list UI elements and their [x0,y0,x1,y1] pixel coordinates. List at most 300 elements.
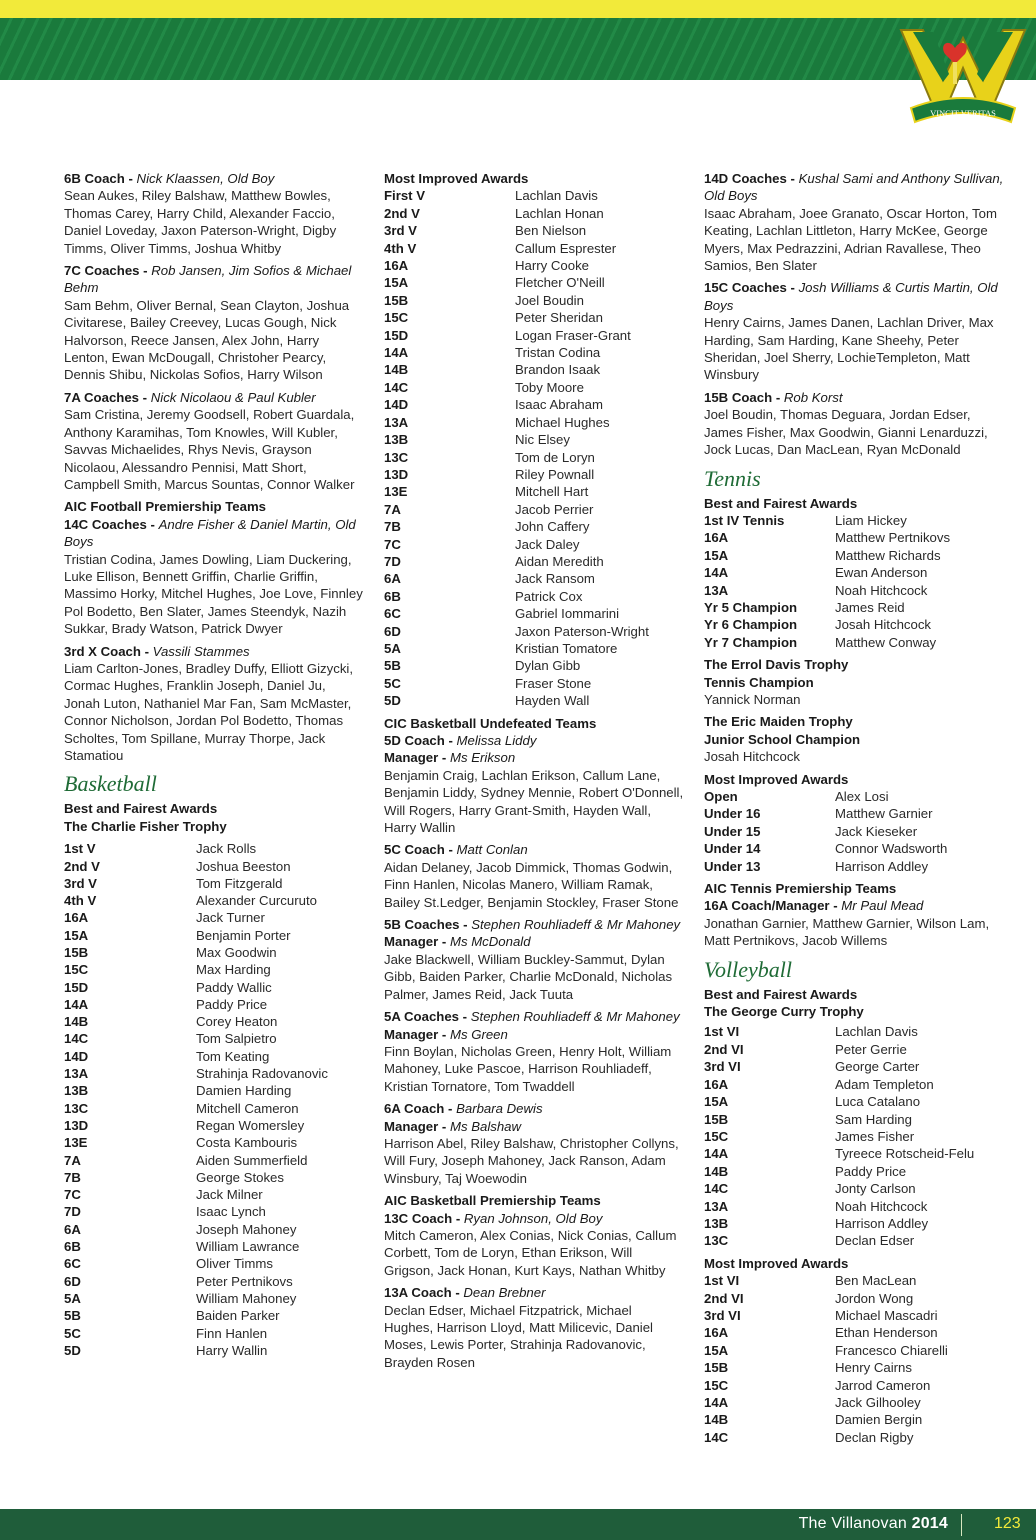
award-team: 7B [64,1169,81,1185]
eric-maiden-title: The Eric Maiden Trophy [704,714,853,730]
award-row [64,1238,328,1255]
team-members: Finn Boylan, Nicholas Green, Henry Holt, William Mahoney, Luke Pascoe, Harrison Rouhliadeff, Kristian Tornatore, Tom Twaddell [384,1043,672,1094]
coach-role: 13A Coach - [384,1285,464,1301]
award-winner: William Mahoney [196,1290,297,1306]
award-row [64,1203,328,1220]
award-row [704,1128,974,1145]
coach-names: Josh Williams & Curtis Martin, Old Boys [704,280,998,313]
coach-names: Nick Klaassen, Old Boy [136,171,275,186]
manager-name: Ms McDonald [449,934,531,950]
award-row [384,536,649,553]
award-row [64,961,328,978]
coach-names: Stephen Rouhliadeff & Mr Mahoney [471,917,681,933]
coach-block-15c [704,279,1004,383]
award-winner: Jacob Perrier [515,501,594,517]
award-row [384,675,649,692]
award-row [384,396,649,413]
team-members: Jonathan Garnier, Matthew Garnier, Wilson Lam, Matt Pertnikovs, Jacob Willems [704,915,990,949]
eric-maiden-trophy-block [704,713,1004,765]
coach-role: 13C Coach - [384,1210,464,1226]
award-row [704,1145,974,1162]
award-row [384,553,649,570]
award-winner: Jack Gilhooley [835,1395,921,1410]
cic-title: CIC Basketball Undefeated Teams [384,715,597,731]
cic-basketball-block [384,715,684,837]
award-team: 14A [704,1395,729,1410]
award-team: 14A [384,345,409,361]
team-members: Isaac Abraham, Joee Granato, Oscar Horton, Tom Keating, Lachlan Littleton, Harry McKee, George Myers, Max Pedrazzini, Adrian Ravallese, Theo Samios, Ben Slater [704,205,997,274]
column-3 [704,170,1004,1446]
publication-year: 2014 [911,1515,948,1532]
award-winner: Noah Hitchcock [835,1198,928,1214]
volleyball-best-fairest-table [704,1023,974,1249]
tennis-best-fairest-table [704,512,950,651]
vb-most-improved-title: Most Improved Awards [704,1255,849,1271]
award-winner: Gabriel Iommarini [515,606,620,622]
manager-role: Manager - [384,750,450,766]
award-winner: Damien Bergin [835,1412,923,1428]
award-row [704,1232,974,1249]
coach-block-5a [384,1008,684,1095]
award-row [64,1255,328,1272]
award-row [384,605,649,622]
coach-role: 6B Coach - [64,171,137,186]
award-row [64,1065,328,1082]
award-row [704,840,947,857]
award-team: 13C [704,1233,729,1249]
team-members: Declan Edser, Michael Fitzpatrick, Michael Hughes, Harrison Lloyd, Matt Milicevic, Daniel Moses, Lewis Porter, Strahinja Radovanovic, Brayden Rosen [384,1302,653,1370]
award-row [384,570,649,587]
award-row [64,996,328,1013]
team-members: Benjamin Craig, Lachlan Erikson, Callum Lane, Benjamin Liddy, Sydney Mennie, Robert O'Donnell, Will Rogers, Harry Grant-Smith, Hayden Wall, Harry Wallin [384,767,684,836]
aic-tennis-title: AIC Tennis Premiership Teams [704,881,897,897]
award-row [704,512,950,529]
team-members: Henry Cairns, James Danen, Lachlan Driver, Max Harding, Sam Harding, Kane Sheehy, Peter Sheridan, Joel Sherry, LochieTempleton, Matt Winsbury [704,315,994,383]
award-winner: Michael Hughes [515,414,610,430]
award-winner: Jack Daley [515,536,580,552]
award-row [64,1048,328,1065]
award-row [64,1342,328,1359]
award-team: 5B [64,1308,81,1324]
award-team: 14A [64,996,89,1012]
award-winner: Jack Milner [196,1187,263,1203]
page-footer [0,1509,1036,1540]
award-team: 15A [64,927,89,943]
coach-block-5c [384,841,684,911]
award-team: 15D [384,327,409,343]
charlie-fisher-trophy-title: The Charlie Fisher Trophy [64,818,227,834]
award-winner: Tom Fitzgerald [196,875,283,891]
award-team: 1st V [64,841,96,857]
award-team: 7D [384,553,401,569]
award-row [384,466,649,483]
award-winner: Isaac Abraham [515,397,603,413]
award-winner: Isaac Lynch [196,1204,266,1220]
award-winner: Adam Templeton [835,1076,934,1092]
award-team: 3rd VI [704,1307,741,1323]
award-row [64,927,328,944]
team-members: Sean Aukes, Riley Balshaw, Matthew Bowles, Thomas Carey, Harry Child, Alexander Faccio, Daniel Loveday, Jaxon Paterson-Wright, Digby Timms, Oliver Timms, Joshua Whitby [64,188,337,256]
award-team: 15B [704,1360,729,1376]
award-row [64,1221,328,1238]
team-members: Liam Carlton-Jones, Bradley Duffy, Elliott Gizycki, Cormac Hughes, Franklin Joseph, Daniel Ju, Jonah Luton, Nathaniel Mar Fan, Sam McMaster, Connor Nicholson, Jordan Pol Bodetto, Thomas Scholtes, Tom Spillane, Murray Thorpe, Jack Stamatiou [64,660,354,763]
award-team: 3rd V [384,223,417,239]
award-row [704,634,950,651]
award-winner: Benjamin Porter [196,927,291,943]
award-team: 13A [64,1066,89,1082]
award-team: 13C [64,1100,89,1116]
award-team: 13D [64,1117,89,1133]
award-team: 6A [384,571,401,587]
award-team: 14B [704,1163,729,1179]
award-team: Under 16 [704,806,761,822]
award-team: 5A [384,640,401,656]
award-winner: Matthew Garnier [835,806,933,822]
award-row [64,1134,328,1151]
publication-name: The Villanovan [798,1515,907,1532]
coach-role: 5D Coach - [384,733,457,748]
award-winner: Alex Losi [835,789,889,804]
award-winner: Joel Boudin [515,292,584,308]
award-winner: Jaxon Paterson-Wright [515,623,649,639]
award-row [384,449,649,466]
award-winner: Ewan Anderson [835,565,928,581]
award-row [384,309,649,326]
award-winner: Ethan Henderson [835,1325,938,1341]
award-row [384,187,649,204]
award-row [704,1411,948,1428]
award-winner: Jonty Carlson [835,1181,916,1197]
award-row [704,582,950,599]
award-row [64,909,328,926]
award-winner: Lachlan Davis [835,1024,918,1040]
award-team: 3rd V [64,875,97,891]
award-row [384,274,649,291]
tennis-champion-name: Yannick Norman [704,691,801,707]
award-row [384,692,649,709]
award-team: 6A [64,1221,81,1237]
manager-role: Manager - [384,1118,450,1134]
award-team: 6C [384,606,401,622]
award-team: 14B [704,1412,729,1428]
award-row [384,640,649,657]
coach-names: Andre Fisher & Daniel Martin, Old Boys [64,516,356,550]
team-members: Jake Blackwell, William Buckley-Sammut, Dylan Gibb, Baiden Parker, Charlie McDonald, Nicholas Palmer, James Reid, Jack Tuuta [384,951,673,1002]
coach-role: 14C Coaches - [64,516,159,532]
manager-role: Manager - [384,934,450,950]
coach-role: 16A Coach/Manager - [704,898,842,914]
award-row [64,875,328,892]
coach-role: 6A Coach - [384,1101,457,1117]
george-curry-trophy-title: The George Curry Trophy [704,1004,864,1020]
award-row [384,623,649,640]
coach-block-6a [384,1100,684,1187]
award-row [64,1325,328,1342]
tennis-most-improved-table [704,788,947,875]
award-team: 15C [384,310,409,326]
header-yellow-band [0,0,1036,18]
award-team: 15A [704,1342,729,1358]
award-row [704,1342,948,1359]
coach-role: 15C Coaches - [704,280,799,296]
award-team: 16A [704,1076,729,1092]
coach-names: Nick Nicolaou & Paul Kubler [150,389,316,405]
award-team: 16A [64,910,89,926]
award-winner: Josah Hitchcock [835,617,932,633]
coach-names: Ryan Johnson, Old Boy [463,1210,603,1226]
award-row [384,431,649,448]
award-row [704,1180,974,1197]
award-row [64,944,328,961]
coach-names: Dean Brebner [463,1285,546,1301]
award-team: 15A [704,1094,729,1110]
award-row [704,564,950,581]
award-row [704,529,950,546]
award-row [384,414,649,431]
coach-block-14d [704,170,1004,274]
award-winner: Nic Elsey [515,432,570,448]
award-team: Under 13 [704,858,761,874]
team-members: Aidan Delaney, Jacob Dimmick, Thomas Godwin, Finn Hanlen, Nicolas Manero, William Ramak, Bailey St.Ledger, Benjamin Stockley, Fraser Stone [384,859,679,910]
award-team: 15C [704,1377,729,1393]
volleyball-most-improved-table [704,1272,948,1446]
award-winner: Regan Womersley [196,1117,305,1133]
basketball-most-improved-table [384,187,649,709]
award-winner: Joseph Mahoney [196,1221,297,1237]
award-winner: Matthew Richards [835,547,941,563]
award-team: 14A [704,1146,729,1162]
award-team: 7B [384,519,401,535]
aic-basketball-title: AIC Basketball Premiership Teams [384,1193,601,1209]
header-green-band [0,18,1036,80]
junior-champion-title: Junior School Champion [704,731,861,747]
award-row [384,483,649,500]
award-winner: Hayden Wall [515,693,590,709]
award-winner: Harrison Addley [835,858,929,874]
award-row [64,1030,328,1047]
footer-separator [961,1514,962,1536]
coach-block-13a [384,1284,684,1371]
award-winner: Peter Gerrie [835,1041,907,1057]
award-row [704,1377,948,1394]
team-members: Joel Boudin, Thomas Deguara, Jordan Edser, James Fisher, Max Goodwin, Gianni Lenarduzzi, Jock Lucas, Dan MacLean, Ryan McDonald [704,407,988,458]
award-team: 2nd VI [704,1290,744,1306]
coach-names: Matt Conlan [456,842,528,858]
award-winner: Henry Cairns [835,1360,912,1376]
award-row [704,1198,974,1215]
bb-most-improved-title: Most Improved Awards [384,171,529,186]
manager-name: Ms Erikson [449,750,516,766]
coach-names: Rob Jansen, Jim Sofios & Michael Behm [64,263,352,296]
errol-davis-title: The Errol Davis Trophy [704,657,849,673]
award-winner: Tom Salpietro [196,1031,277,1047]
award-team: 13B [64,1083,89,1099]
award-team: 7A [64,1152,81,1168]
award-winner: Tom de Loryn [515,449,595,465]
award-row [64,1169,328,1186]
award-winner: Fletcher O'Neill [515,275,605,291]
award-team: 4th V [64,893,97,909]
coach-names: Stephen Rouhliadeff & Mr Mahoney [470,1009,680,1025]
award-team: 5D [64,1342,81,1358]
award-row [704,1272,948,1289]
coach-role: 14D Coaches - [704,171,799,186]
award-winner: Matthew Pertnikovs [835,530,951,546]
award-row [384,240,649,257]
award-team: 6B [384,588,401,604]
award-team: Open [704,789,738,804]
award-winner: Jack Ransom [515,571,595,587]
award-row [384,501,649,518]
award-winner: Declan Edser [835,1233,915,1249]
award-row [384,292,649,309]
award-row [384,361,649,378]
award-winner: Jack Rolls [196,841,257,857]
team-members: Sam Behm, Oliver Bernal, Sean Clayton, Joshua Civitarese, Bailey Creevey, Lucas Gough, Nick Halvorson, Reece Jansen, Alex John, Harry Lenton, Ewan McDougall, Christoher Pearcy, Dennis Shibu, Nickolas Sofios, Harry Wilson [64,297,350,383]
award-winner: Strahinja Radovanovic [196,1066,328,1082]
award-team: 15B [704,1111,729,1127]
award-row [64,1290,328,1307]
award-team: 1st VI [704,1024,740,1040]
award-team: 2nd VI [704,1041,744,1057]
award-row [64,1082,328,1099]
tennis-best-fairest-title: Best and Fairest Awards [704,495,858,511]
award-row [384,588,649,605]
award-winner: Jack Turner [196,910,265,926]
coach-role: 5C Coach - [384,842,457,858]
award-winner: Joshua Beeston [196,858,291,874]
award-winner: Lachlan Davis [515,188,598,204]
award-team: 14A [704,565,729,581]
award-winner: Mitchell Cameron [196,1100,299,1116]
award-team: 6D [384,623,401,639]
award-winner: Harrison Addley [835,1215,929,1231]
award-row [64,979,328,996]
award-winner: Harry Wallin [196,1342,268,1358]
award-team: 13D [384,466,409,482]
page-header [0,0,1036,80]
award-team: 14C [384,379,409,395]
award-team: First V [384,188,426,204]
award-team: 3rd VI [704,1059,741,1075]
award-winner: Alexander Curcuruto [196,893,317,909]
coach-role: 5A Coaches - [384,1009,471,1025]
award-team: 13A [704,582,729,598]
award-row [704,1163,974,1180]
award-team: 6D [64,1273,81,1289]
award-team: 15B [64,945,89,960]
award-winner: Sam Harding [835,1111,912,1127]
award-team: 14C [704,1429,729,1445]
award-winner: Costa Kambouris [196,1135,298,1151]
award-row [704,858,947,875]
award-row [64,858,328,875]
award-winner: Peter Sheridan [515,310,603,326]
award-team: 5B [384,658,401,674]
award-row [704,1429,948,1446]
award-team: 5C [384,675,401,691]
award-row [384,518,649,535]
award-team: 5A [64,1290,81,1306]
coach-block-7c [64,262,364,384]
award-team: 13B [704,1215,729,1231]
coach-names: Kushal Sami and Anthony Sullivan, Old Boys [704,171,1004,204]
award-row [704,599,950,616]
award-row [704,1394,948,1411]
award-row [384,222,649,239]
section-title-tennis: Tennis [704,465,761,491]
award-team: 6C [64,1256,81,1272]
award-winner: Jarrod Cameron [835,1377,931,1393]
award-team: 2nd V [64,858,100,874]
award-team: 13A [384,414,409,430]
award-winner: Finn Hanlen [196,1325,268,1341]
award-winner: Luca Catalano [835,1094,921,1110]
award-row [64,1117,328,1134]
manager-name: Ms Balshaw [449,1118,522,1134]
coach-names: Rob Korst [783,389,843,405]
coach-names: Barbara Dewis [456,1101,543,1117]
award-row [384,257,649,274]
award-row [384,344,649,361]
award-team: 14C [64,1031,89,1047]
award-row [704,1076,974,1093]
award-winner: Francesco Chiarelli [835,1342,948,1358]
basketball-best-fairest-table [64,840,328,1359]
award-team: 7C [384,536,401,552]
award-team: 1st IV Tennis [704,512,785,528]
manager-name: Ms Green [449,1026,508,1042]
award-winner: George Stokes [196,1169,284,1185]
award-team: 15A [384,275,409,291]
column-1 [64,170,364,1359]
vb-best-fairest-title: Best and Fairest Awards [704,986,858,1002]
award-winner: Ben Nielson [515,223,587,239]
award-team: 16A [384,258,409,274]
award-team: 7D [64,1204,81,1220]
page-number: 123 [994,1515,1021,1532]
award-team: Yr 6 Champion [704,617,798,633]
award-row [704,1111,974,1128]
award-winner: Peter Pertnikovs [196,1273,293,1289]
award-row [704,1093,974,1110]
award-winner: Connor Wadsworth [835,841,948,857]
award-row [704,1324,948,1341]
team-members: Harrison Abel, Riley Balshaw, Christopher Collyns, Will Fury, Joseph Mahoney, Jack Ranson, Adam Winsbury, Taj Woewodin [384,1135,679,1186]
award-row [64,840,328,857]
award-winner: Ben MacLean [835,1273,917,1289]
award-team: Under 15 [704,823,761,839]
award-row [704,1290,948,1307]
award-team: 16A [704,1325,729,1341]
coach-block-5b [384,916,684,1003]
award-team: 7A [384,501,401,517]
award-winner: Toby Moore [515,379,584,395]
award-winner: Jordon Wong [835,1290,914,1306]
coach-block-7a [64,389,364,493]
team-members: Sam Cristina, Jeremy Goodsell, Robert Guardala, Anthony Karamihas, Tom Knowles, Will Kubler, Savvas Michaelides, Rhys Nevis, Grayson Nicolaou, Alessandro Pennisi, Matt Short, Campbell Smith, Marcus Sountas, Connor Walker [64,407,355,492]
award-winner: Max Goodwin [196,945,277,960]
award-winner: Tom Keating [196,1048,270,1064]
award-team: Yr 5 Champion [704,599,798,615]
award-winner: Jack Kieseker [835,823,918,839]
bb-best-fairest-title: Best and Fairest Awards [64,801,218,817]
coach-role: 15B Coach - [704,389,784,405]
coach-role: 5B Coaches - [384,917,472,933]
award-winner: Brandon Isaak [515,362,601,378]
junior-champion-name: Josah Hitchcock [704,749,801,765]
award-team: 13C [384,449,409,465]
